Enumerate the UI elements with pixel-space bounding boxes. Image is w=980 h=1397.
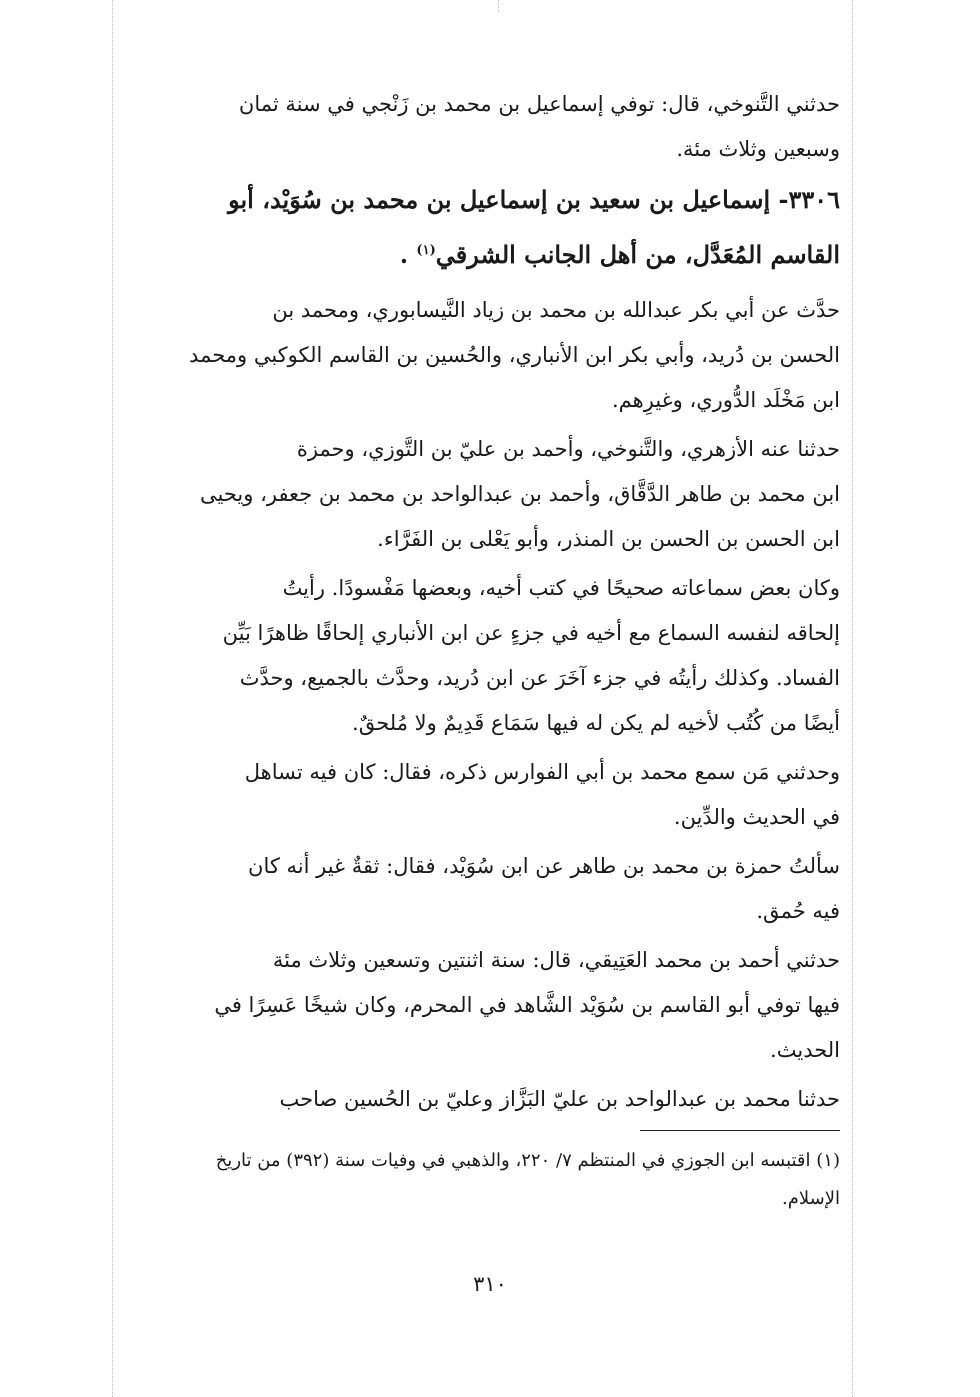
text-line: فيها توفي أبو القاسم بن سُوَيْد الشَّاهد في المحرم، وكان شيخًا عَسِرًا في [214,993,840,1017]
scan-dotted-line [112,0,113,1397]
text-line: الفساد. وكذلك رأيتُه في جزء آخَرَ عن ابن دُريد، وحدَّث بالجميع، وحدَّث [239,666,840,690]
paragraph [118,427,840,562]
text-line: حدثنا عنه الأزهري، والتَّنوخي، وأحمد بن عليّ بن التَّوزي، وحمزة [296,437,840,461]
paragraph [118,1077,840,1122]
text-line: حدَّث عن أبي بكر عبدالله بن محمد بن زياد النَّيسابوري، ومحمد بن [272,298,840,322]
text-line: إلحاقه لنفسه السماع مع أخيه في جزءٍ عن ابن الأنباري إلحاقًا ظاهرًا بَيِّن [222,621,840,645]
heading-line [118,225,840,280]
heading-line: ٣٣٠٦- إسماعيل بن سعيد بن إسماعيل بن محمد بن سُوَيْد، أبو [228,185,840,214]
text-line: وكان بعض سماعاته صحيحًا في كتب أخيه، وبعضها مَفْسودًا. رأيتُ [282,576,840,600]
text-line: الحديث. [770,1038,840,1062]
page-number: ٣١٠ [473,1272,507,1296]
text-line: ابن الحسن بن الحسن بن المنذر، وأبو يَعْلى بن الفَرَّاء. [377,527,840,551]
text-line: حدثني أحمد بن محمد العَتِيقي، قال: سنة اثنتين وتسعين وثلاث مئة [272,948,840,972]
footnote-separator [640,1130,840,1131]
paragraph [118,750,840,840]
entry-heading [118,174,840,280]
footnote [130,1142,840,1218]
text-line: وحدثني مَن سمع محمد بن أبي الفوارس ذكره، فقال: كان فيه تساهل [244,760,840,784]
paragraph [118,288,840,423]
text-line: حدثني التَّنوخي، قال: توفي إسماعيل بن محمد بن زَنْجي في سنة ثمان [238,92,840,116]
text-line: سألتُ حمزة بن محمد بن طاهر عن ابن سُوَيْد، فقال: ثقةٌ غير أنه كان [248,854,840,878]
scan-dotted-line [498,0,499,12]
text-line: الحسن بن دُريد، وأبي بكر ابن الأنباري، والحُسين بن القاسم الكوكبي ومحمد [189,343,840,367]
text-line: ابن مَخْلَد الدُّوري، وغيرِهم. [612,388,840,412]
text-line: ابن محمد بن طاهر الدَّقَّاق، وأحمد بن عبدالواحد بن محمد بن جعفر، ويحيى [200,482,840,506]
intro-paragraph [118,82,840,172]
main-text [118,82,840,1122]
heading-text: القاسم المُعَدَّل، من أهل الجانب الشرقي [435,240,840,269]
footnote-marker: (١) [416,243,436,258]
text-line: أيضًا من كُتُب لأخيه لم يكن له فيها سَمَاع قَدِيمٌ ولا مُلحقٌ. [352,711,840,735]
paragraph [118,844,840,934]
scan-dotted-line [852,0,853,1397]
text-line: وسبعين وثلاث مئة. [676,137,840,161]
paragraph [118,566,840,746]
text-line: حدثنا محمد بن عبدالواحد بن عليّ البَزَّاز وعليّ بن الحُسين صاحب [279,1087,840,1111]
footnote-line: الإسلام. [782,1188,840,1209]
text-line: في الحديث والدِّين. [673,805,840,829]
text-line: فيه حُمق. [756,899,840,923]
paragraph [118,938,840,1073]
heading-end: . [399,240,409,269]
footnote-line: (١) اقتبسه ابن الجوزي في المنتظم ٧/ ٢٢٠، والذهبي في وفيات سنة (٣٩٢) من تاريخ [215,1150,840,1171]
